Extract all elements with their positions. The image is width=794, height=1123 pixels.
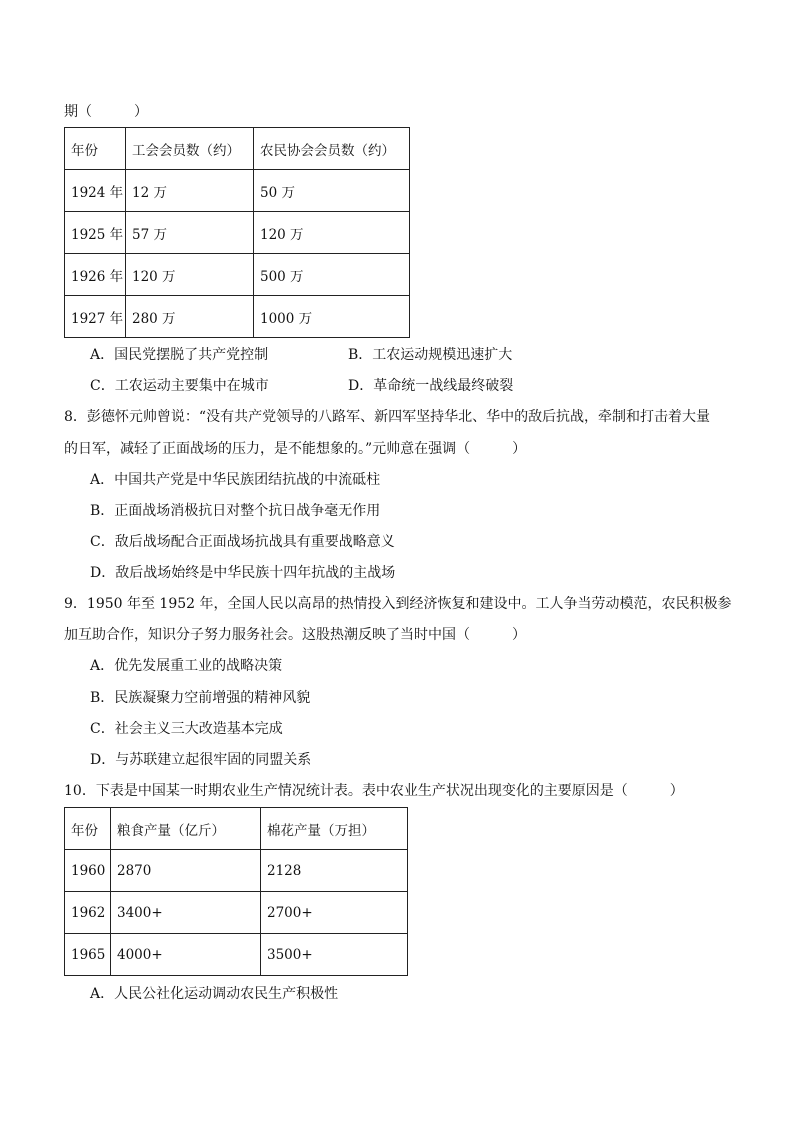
q7-option-d[interactable]: D．革命统一战线最终破裂: [348, 378, 514, 394]
table-cell: 4000+: [111, 934, 261, 976]
table-row: [65, 850, 408, 892]
q10-option-a[interactable]: A．人民公社化运动调动农民生产积极性: [90, 986, 339, 1002]
table-row: [65, 296, 410, 338]
table-cell: 1000 万: [254, 296, 410, 338]
q7-stem-tail: 期（ ）: [64, 104, 148, 120]
q8-stem-line-2: 的日军，减轻了正面战场的压力，是不能想象的。”元帅意在强调（ ）: [64, 441, 527, 457]
q9-stem-line-1: 9．1950 年至 1952 年，全国人民以高昂的热情投入到经济恢复和建设中。工人争当劳动模范，农民积极参: [64, 596, 732, 612]
table-header-row: [65, 128, 410, 170]
table-cell: 1927 年: [65, 296, 126, 338]
table-row: [65, 254, 410, 296]
table-row: [65, 934, 408, 976]
q8-option-a[interactable]: A．中国共产党是中华民族团结抗战的中流砥柱: [90, 472, 381, 488]
q9-option-d[interactable]: D．与苏联建立起很牢固的同盟关系: [90, 752, 312, 768]
table-header-cell: 粮食产量（亿斤）: [111, 808, 261, 850]
table-cell: 12 万: [126, 170, 254, 212]
q10-table: [64, 807, 408, 976]
table-header-cell: 工会会员数（约）: [126, 128, 254, 170]
q9-stem-line-2: 加互助合作，知识分子努力服务社会。这股热潮反映了当时中国（ ）: [64, 627, 526, 643]
table-cell: 120 万: [254, 212, 410, 254]
table-cell: 1924 年: [65, 170, 126, 212]
table-cell: 50 万: [254, 170, 410, 212]
q8-option-d[interactable]: D．敌后战场始终是中华民族十四年抗战的主战场: [90, 565, 396, 581]
q7-options-row-2: [90, 376, 514, 396]
table-cell: 1965: [65, 934, 111, 976]
table-cell: 3500+: [261, 934, 408, 976]
q9-option-b[interactable]: B．民族凝聚力空前增强的精神风貌: [90, 690, 311, 706]
q8-option-c[interactable]: C．敌后战场配合正面战场抗战具有重要战略意义: [90, 534, 395, 550]
q7-table: [64, 127, 410, 338]
table-cell: 2128: [261, 850, 408, 892]
table-header-cell: 农民协会会员数（约）: [254, 128, 410, 170]
table-header-row: [65, 808, 408, 850]
q9-option-c[interactable]: C．社会主义三大改造基本完成: [90, 721, 283, 737]
table-cell: 500 万: [254, 254, 410, 296]
q7-option-c[interactable]: C．工农运动主要集中在城市: [90, 378, 269, 394]
table-cell: 1962: [65, 892, 111, 934]
table-cell: 1925 年: [65, 212, 126, 254]
table-cell: 2870: [111, 850, 261, 892]
table-header-cell: 棉花产量（万担）: [261, 808, 408, 850]
table-cell: 1960: [65, 850, 111, 892]
table-header-cell: 年份: [65, 808, 111, 850]
q7-option-b[interactable]: B．工农运动规模迅速扩大: [348, 347, 513, 363]
table-row: [65, 892, 408, 934]
q7-options-row-1: [90, 345, 513, 365]
table-cell: 120 万: [126, 254, 254, 296]
table-row: [65, 212, 410, 254]
table-header-cell: 年份: [65, 128, 126, 170]
table-cell: 280 万: [126, 296, 254, 338]
table-cell: 57 万: [126, 212, 254, 254]
q10-stem: 10．下表是中国某一时期农业生产情况统计表。表中农业生产状况出现变化的主要原因是（ ）: [64, 783, 684, 799]
q8-option-b[interactable]: B．正面战场消极抗日对整个抗日战争毫无作用: [90, 503, 381, 519]
q7-option-a[interactable]: A．国民党摆脱了共产党控制: [90, 347, 269, 363]
q9-option-a[interactable]: A．优先发展重工业的战略决策: [90, 658, 283, 674]
table-row: [65, 170, 410, 212]
table-cell: 2700+: [261, 892, 408, 934]
q8-stem-line-1: 8．彭德怀元帅曾说：“没有共产党领导的八路军、新四军坚持华北、华中的敌后抗战，牵制和打击着大量: [64, 409, 711, 425]
table-cell: 3400+: [111, 892, 261, 934]
table-cell: 1926 年: [65, 254, 126, 296]
